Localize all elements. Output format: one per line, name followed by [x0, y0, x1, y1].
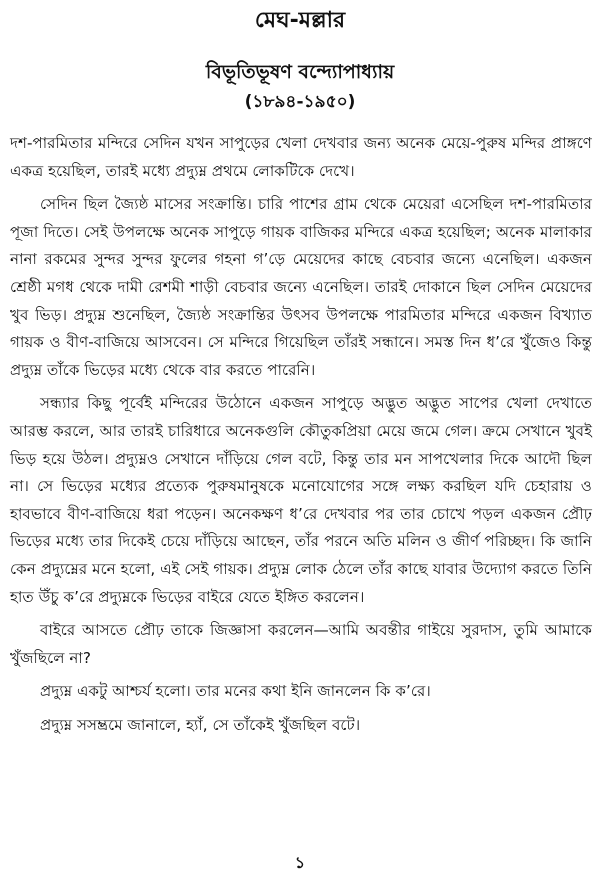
paragraph: সন্ধ্যার কিছু পূর্বেই মন্দিরের উঠোনে একজন সাপুড়ে অদ্ভুত অদ্ভুত সাপের খেলা দেখাতে আরম্ভ করলে, আর তারই চারিধারে অনেকগুলি কৌতুকপ্রিয়া মেয়ে জমে গেল। ক্রমে সেখানে খুবই ভিড় হয়ে উঠল। প্রদ্যুম্নও সেখানে দাঁড়িয়ে গেল বটে, কিন্তু তার মন সাপখেলার দিকে আদৌ ছিল না। সে ভিড়ের মধ্যের প্রত্যেক পুরুষমানুষকে মনোযোগের সঙ্গে লক্ষ্য করছিল যদি চেহারায় ও হাবভাবে বীণ-বাজিয়ে ধরা পড়েন। অনেকক্ষণ ধ’রে দেখবার পর তার চোখে পড়ল একজন প্রৌঢ় ভিড়ের মধ্যে তার দিকেই চেয়ে দাঁড়িয়ে আছেন, তাঁর পরনে অতি মলিন ও জীর্ণ পরিচ্ছদ। কি জানি কেন প্রদ্যুম্নের মনে হলো, এই সেই গায়ক। প্রদ্যুম্ন লোক ঠেলে তাঁর কাছে যাবার উদ্যোগ করতে তিনি হাত উঁচু ক’রে প্রদ্যুম্নকে ভিড়ের বাইরে যেতে ইঙ্গিত করলেন। — [10, 394, 592, 606]
paragraph: প্রদ্যুম্ন সসম্ভ্রমে জানালে, হ্যাঁ, সে তাঁকেই খুঁজছিল বটে। — [40, 715, 361, 734]
story-body — [10, 130, 592, 745]
author-name: বিভূতিভূষণ বন্দ্যোপাধ্যায় — [205, 61, 395, 83]
paragraph: প্রদ্যুম্ন একটু আশ্চর্য হলো। তার মনের কথা ইনি জানলেন কি ক’রে। — [40, 682, 431, 701]
page-number: ১ — [294, 853, 306, 872]
paragraph: দশ-পারমিতার মন্দিরে সেদিন যখন সাপুড়ের খেলা দেখবার জন্য অনেক মেয়ে-পুরুষ মন্দির প্রাঙ্গণে একত্র হয়েছিল, তারই মধ্যে প্রদ্যুম্ন প্রথমে লোকটিকে দেখে। — [10, 134, 592, 180]
paragraph: সেদিন ছিল জ্যৈষ্ঠ মাসের সংক্রান্তি। চারি পাশের গ্রাম থেকে মেয়েরা এসেছিল দশ-পারমিতার পূজা দিতে। সেই উপলক্ষে অনেক সাপুড়ে গায়ক বাজিকর মন্দিরে একত্র হয়েছিল; অনেক মালাকার নানা রকমের সুন্দর সুন্দর ফুলের গহনা গ’ড়ে মেয়েদের কাছে বেচবার জন্যে এনেছিল। একজন শ্রেষ্ঠী মগধ থেকে দামী রেশমী শাড়ী বেচবার জন্যে এনেছিল। তারই দোকানে ছিল সেদিন মেয়েদের খুব ভিড়। প্রদ্যুম্ন শুনেছিল, জ্যৈষ্ঠ সংক্রান্তির উৎসব উপলক্ষে পারমিতার মন্দিরে একজন বিখ্যাত গায়ক ও বীণ-বাজিয়ে আসবেন। সে মন্দিরে গিয়েছিল তাঁরই সন্ধানে। সমস্ত দিন ধ’রে খুঁজেও কিন্তু প্রদ্যুম্ন তাঁকে ভিড়ের মধ্যে থেকে বার করতে পারেনি। — [10, 195, 592, 379]
paragraph: বাইরে আসতে প্রৌঢ় তাকে জিজ্ঞাসা করলেন—আমি অবন্তীর গাইয়ে সুরদাস, তুমি আমাকে খুঁজছিলে না? — [10, 621, 592, 667]
story-title: মেঘ-মল্লার — [254, 8, 346, 33]
author-years: (১৮৯৪-১৯৫০) — [244, 92, 356, 112]
